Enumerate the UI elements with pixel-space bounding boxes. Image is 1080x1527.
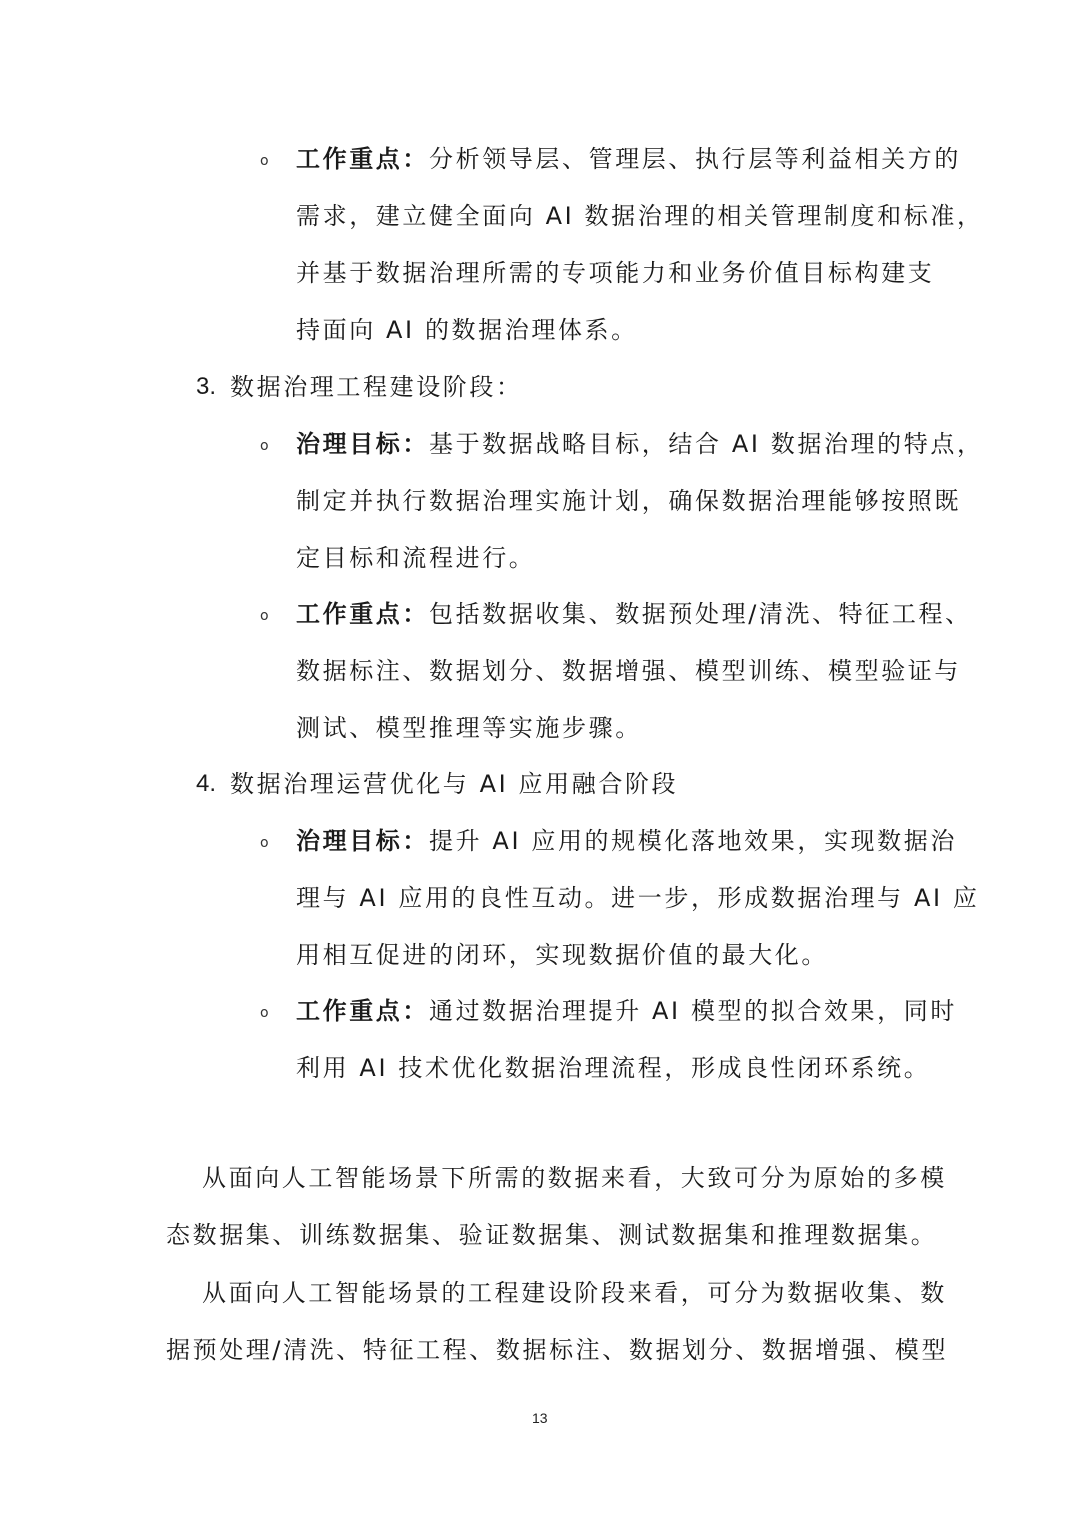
stage-title: 数据治理运营优化与 AI 应用融合阶段: [230, 770, 679, 798]
list-item-line: 定目标和流程进行。: [296, 544, 536, 572]
stage-number: 3.: [196, 373, 217, 400]
list-item-line: [296, 144, 961, 174]
list-item-line: [296, 826, 957, 856]
paragraph-line: 据预处理/清洗、特征工程、数据标注、数据划分、数据增强、模型: [166, 1336, 949, 1364]
page-number: 13: [532, 1410, 548, 1426]
stage-number: 4.: [196, 770, 217, 797]
list-item-line: 理与 AI 应用的良性互动。进一步，形成数据治理与 AI 应: [296, 884, 980, 912]
paragraph-line: 态数据集、训练数据集、验证数据集、测试数据集和推理数据集。: [166, 1221, 938, 1249]
list-item-line: 利用 AI 技术优化数据治理流程，形成良性闭环系统。: [296, 1054, 931, 1082]
list-item-line: 并基于数据治理所需的专项能力和业务价值目标构建支: [296, 259, 935, 287]
paragraph-line: 从面向人工智能场景下所需的数据来看，大致可分为原始的多模: [202, 1164, 947, 1192]
list-item-text: 通过数据治理提升 AI 模型的拟合效果，同时: [429, 997, 957, 1025]
list-item-label: 工作重点：: [296, 145, 429, 173]
list-item-label: 治理目标：: [296, 827, 429, 855]
list-bullet: o: [260, 608, 269, 624]
list-item-label: 治理目标：: [296, 430, 429, 458]
list-item-line: 制定并执行数据治理实施计划，确保数据治理能够按照既: [296, 487, 961, 515]
list-item-line: [296, 429, 984, 459]
list-item-line: 测试、模型推理等实施步骤。: [296, 714, 642, 742]
list-item-label: 工作重点：: [296, 600, 429, 628]
list-bullet: o: [260, 1005, 269, 1021]
list-item-line: 数据标注、数据划分、数据增强、模型训练、模型验证与: [296, 657, 961, 685]
list-item-text: 分析领导层、管理层、执行层等利益相关方的: [429, 145, 961, 173]
list-item-line: 需求，建立健全面向 AI 数据治理的相关管理制度和标准，: [296, 202, 984, 230]
paragraph-line: 从面向人工智能场景的工程建设阶段来看，可分为数据收集、数: [202, 1279, 947, 1307]
list-item-text: 基于数据战略目标，结合 AI 数据治理的特点，: [429, 430, 984, 458]
list-item-line: 用相互促进的闭环，实现数据价值的最大化。: [296, 941, 828, 969]
list-item-line: [296, 599, 972, 629]
list-item-line: [296, 996, 957, 1026]
list-item-label: 工作重点：: [296, 997, 429, 1025]
list-bullet: o: [260, 438, 269, 454]
list-bullet: o: [260, 153, 269, 169]
list-item-text: 包括数据收集、数据预处理/清洗、特征工程、: [429, 600, 972, 628]
list-item-text: 提升 AI 应用的规模化落地效果，实现数据治: [429, 827, 957, 855]
list-bullet: o: [260, 835, 269, 851]
stage-title: 数据治理工程建设阶段：: [230, 373, 523, 401]
list-item-line: 持面向 AI 的数据治理体系。: [296, 316, 638, 344]
